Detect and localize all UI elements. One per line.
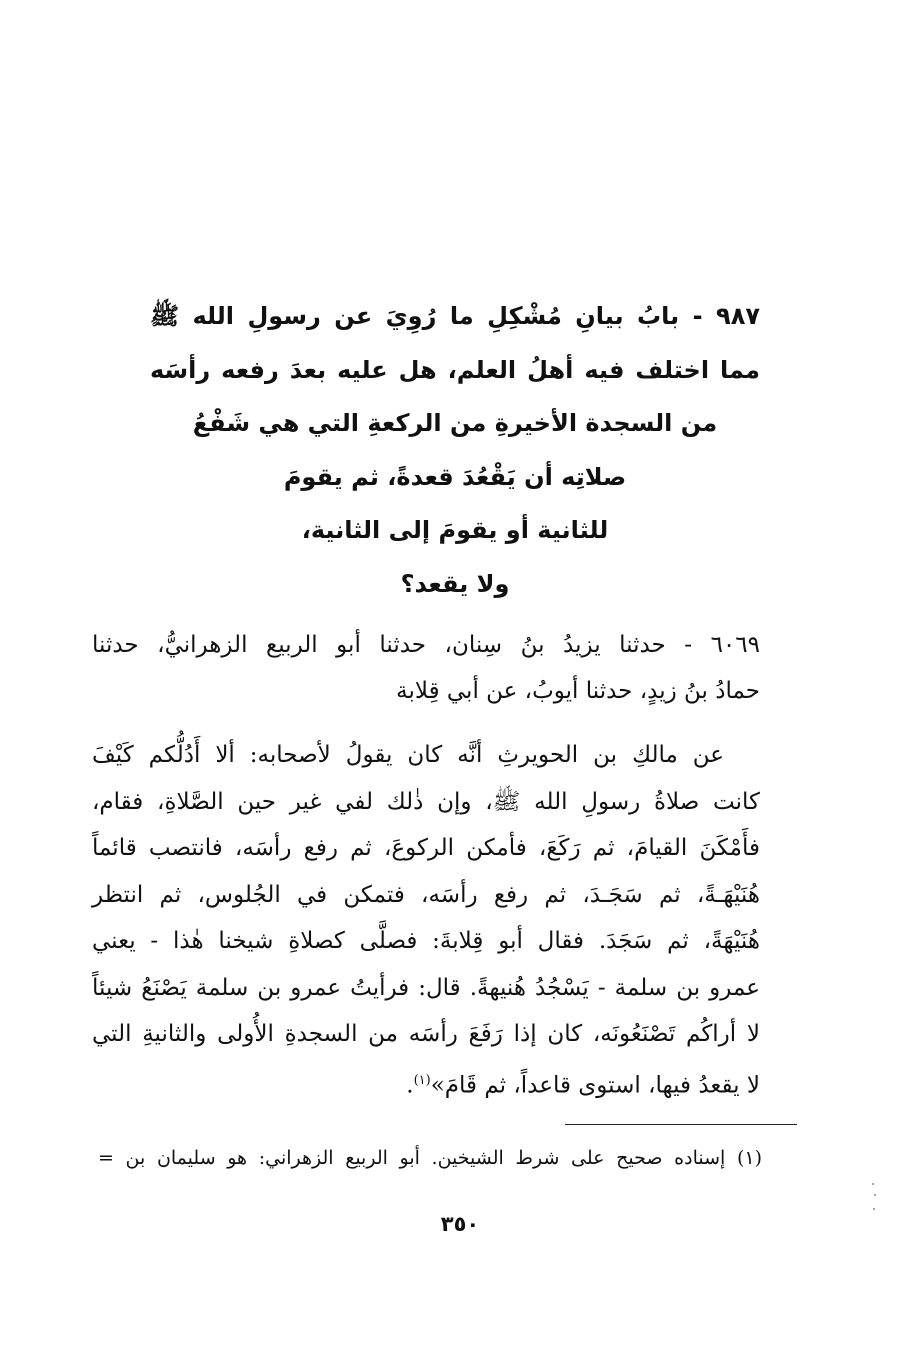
hadith-isnad	[92, 622, 760, 714]
hadith-text	[92, 732, 760, 1109]
scan-speck	[872, 1183, 874, 1185]
chapter-heading-line-5: للثانية أو يقومَ إلى الثانية،	[301, 516, 609, 544]
matn-line-8	[92, 1058, 760, 1109]
footnote-reference-marker: (١)	[413, 1072, 431, 1088]
footnote: (١) إسناده صحيح على شرط الشيخين. أبو الربيع الزهراني: هو سليمان بن =	[98, 1147, 762, 1169]
chapter-heading-line-3: من السجدة الأخيرةِ من الركعةِ التي هي شَفْعُ	[192, 409, 718, 437]
chapter-heading	[150, 290, 760, 611]
matn-line-8-text: لا يقعدُ فيها، استوى قاعداً، ثم قَامَ»	[430, 1072, 760, 1099]
matn-line-1: عن مالكِ بن الحويرثِ أنَّه كان يقولُ لأصحابه: ألا أَدُلُّكم كَيْفَ	[92, 742, 724, 768]
chapter-heading-line-2: مما اختلف فيه أهلُ العلم، هل عليه بعدَ رفعه رأسَه	[150, 355, 760, 384]
matn-line-4: هُنَيْهَـةً، ثم سَجَـدَ، ثم رفع رأسَه، فتمكن في الجُلوس، ثم انتظر	[92, 881, 760, 908]
chapter-heading-line-1: ٩٨٧ - بابُ بيانِ مُشْكِلِ ما رُوِيَ عن رسولِ الله ﷺ	[150, 302, 760, 330]
footnote-divider	[565, 1124, 797, 1125]
matn-line-7: لا أراكُم تَصْنَعُونَه، كان إذا رَفَعَ رأسَه من السجدةِ الأُولى والثانيةِ التي	[92, 1021, 760, 1047]
matn-end-punctuation: .	[406, 1072, 414, 1099]
matn-line-3: فأَمْكَنَ القيامَ، ثم رَكَعَ، فأمكن الركوعَ، ثم رفع رأسَه، فانتصب قائماً	[92, 835, 760, 861]
isnad-line-2: حمادُ بنُ زيدٍ، حدثنا أيوبُ، عن أبي قِلابة	[396, 678, 760, 704]
matn-line-2: كانت صلاةُ رسولِ الله ﷺ، وإن ذٰلك لفي غير حين الصَّلاةِ، فقام،	[92, 788, 760, 815]
matn-line-5: هُنَيْهَةً، ثم سَجَدَ. فقال أبو قِلابةَ: فصلَّى كصلاةِ شيخنا هٰذا - يعني	[92, 928, 760, 954]
page-number: ٣٥٠	[440, 1212, 480, 1236]
chapter-heading-line-4: صلاتِه أن يَقْعُدَ قعدةً، ثم يقومَ	[283, 462, 627, 491]
isnad-line-1: ٦٠٦٩ - حدثنا يزيدُ بنُ سِنان، حدثنا أبو الربيع الزهرانيُّ، حدثنا	[92, 632, 760, 658]
scan-speck	[874, 1194, 876, 1196]
scan-speck	[873, 1208, 875, 1210]
matn-line-6: عمرو بن سلمة - يَسْجُدُ هُنيهةً. قال: فرأيتُ عمرو بن سلمة يَصْنَعُ شيئاً	[92, 974, 760, 1001]
chapter-heading-line-6: ولا يقعد؟	[400, 569, 510, 598]
